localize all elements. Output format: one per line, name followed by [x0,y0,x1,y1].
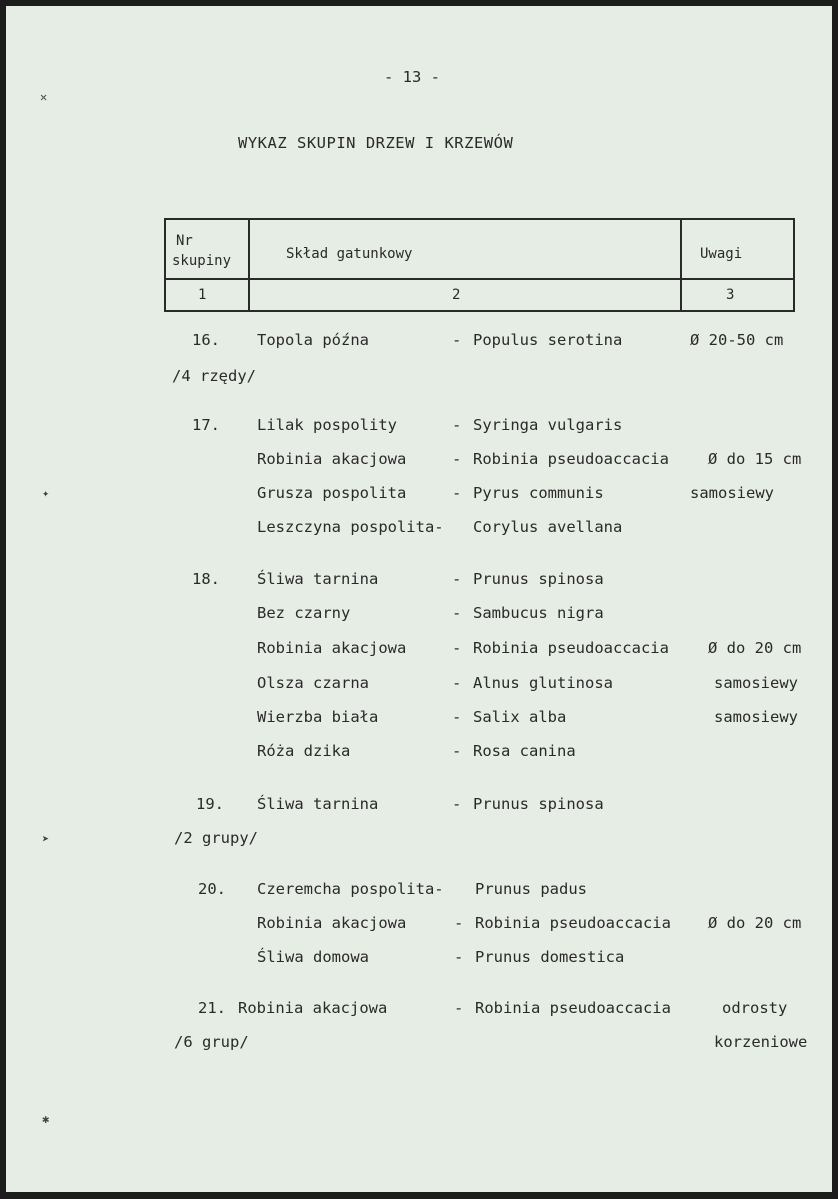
dash: - [452,742,462,760]
remark: Ø do 15 cm [708,450,802,468]
entry-note: /6 grup/ [174,1033,249,1051]
species-latin: Prunus domestica [475,948,625,966]
species-polish: Leszczyna pospolita- [257,518,444,536]
page-number: - 13 - [384,68,440,86]
species-latin: Salix alba [473,708,567,726]
dash: - [454,948,464,966]
remark: samosiewy [714,708,798,726]
punch-mark-icon: ➤ [42,832,50,846]
dash: - [452,708,462,726]
species-polish: Grusza pospolita [257,484,407,502]
entry-number: 20. [198,880,226,898]
dash: - [452,484,462,502]
dash: - [454,914,464,932]
species-latin: Prunus spinosa [473,795,604,813]
species-latin: Robinia pseudoaccacia [475,914,671,932]
dash: - [452,450,462,468]
species-latin: Prunus padus [475,880,587,898]
dash: - [452,604,462,622]
species-polish: Śliwa tarnina [257,570,379,588]
species-polish: Robinia akacjowa [257,914,407,932]
species-polish: Bez czarny [257,604,351,622]
punch-mark-icon: ✱ [42,1112,50,1126]
dash: - [452,674,462,692]
punch-mark-icon: ✦ [42,486,50,500]
dash: - [452,416,462,434]
entry-number: 19. [196,795,224,813]
species-latin: Sambucus nigra [473,604,604,622]
entry-note: /2 grupy/ [174,829,258,847]
species-polish: Robinia akacjowa [257,450,407,468]
header-num-2: 2 [452,287,461,303]
header-num-3: 3 [726,287,735,303]
species-polish: Olsza czarna [257,674,369,692]
document-title: WYKAZ SKUPIN DRZEW I KRZEWÓW [238,134,514,152]
header-uwagi: Uwagi [700,246,743,262]
species-polish: Czeremcha pospolita- [257,880,444,898]
header-skupiny: skupiny [172,253,232,269]
entry-number: 16. [192,331,220,349]
remark: samosiewy [714,674,798,692]
dash: - [452,331,462,349]
species-latin: Robinia pseudoaccacia [473,450,669,468]
species-latin: Corylus avellana [473,518,623,536]
species-latin: Populus serotina [473,331,623,349]
dash: - [454,999,464,1017]
species-polish: Wierzba biała [257,708,379,726]
species-polish: Robinia akacjowa [238,999,388,1017]
remark: odrosty [722,999,788,1017]
remark: korzeniowe [714,1033,808,1051]
header-sklad: Skład gatunkowy [286,246,413,262]
species-polish: Śliwa tarnina [257,795,379,813]
species-polish: Robinia akacjowa [257,639,407,657]
remark: samosiewy [690,484,774,502]
remark: Ø 20-50 cm [690,331,784,349]
entry-number: 18. [192,570,220,588]
dash: - [452,639,462,657]
remark: Ø do 20 cm [708,914,802,932]
species-latin: Alnus glutinosa [473,674,613,692]
header-table [164,218,795,312]
punch-mark-icon: ✕ [40,90,48,104]
entry-number: 21. [198,999,226,1017]
species-latin: Pyrus communis [473,484,604,502]
dash: - [452,570,462,588]
species-latin: Syringa vulgaris [473,416,623,434]
species-polish: Topola późna [257,331,369,349]
dash: - [452,795,462,813]
species-latin: Robinia pseudoaccacia [475,999,671,1017]
species-latin: Prunus spinosa [473,570,604,588]
entry-note: /4 rzędy/ [172,367,256,385]
header-num-1: 1 [198,287,207,303]
species-latin: Robinia pseudoaccacia [473,639,669,657]
species-polish: Lilak pospolity [257,416,397,434]
entry-number: 17. [192,416,220,434]
remark: Ø do 20 cm [708,639,802,657]
species-latin: Rosa canina [473,742,576,760]
species-polish: Róża dzika [257,742,351,760]
species-polish: Śliwa domowa [257,948,369,966]
document-page [6,6,832,1192]
header-nr: Nr [176,233,193,249]
